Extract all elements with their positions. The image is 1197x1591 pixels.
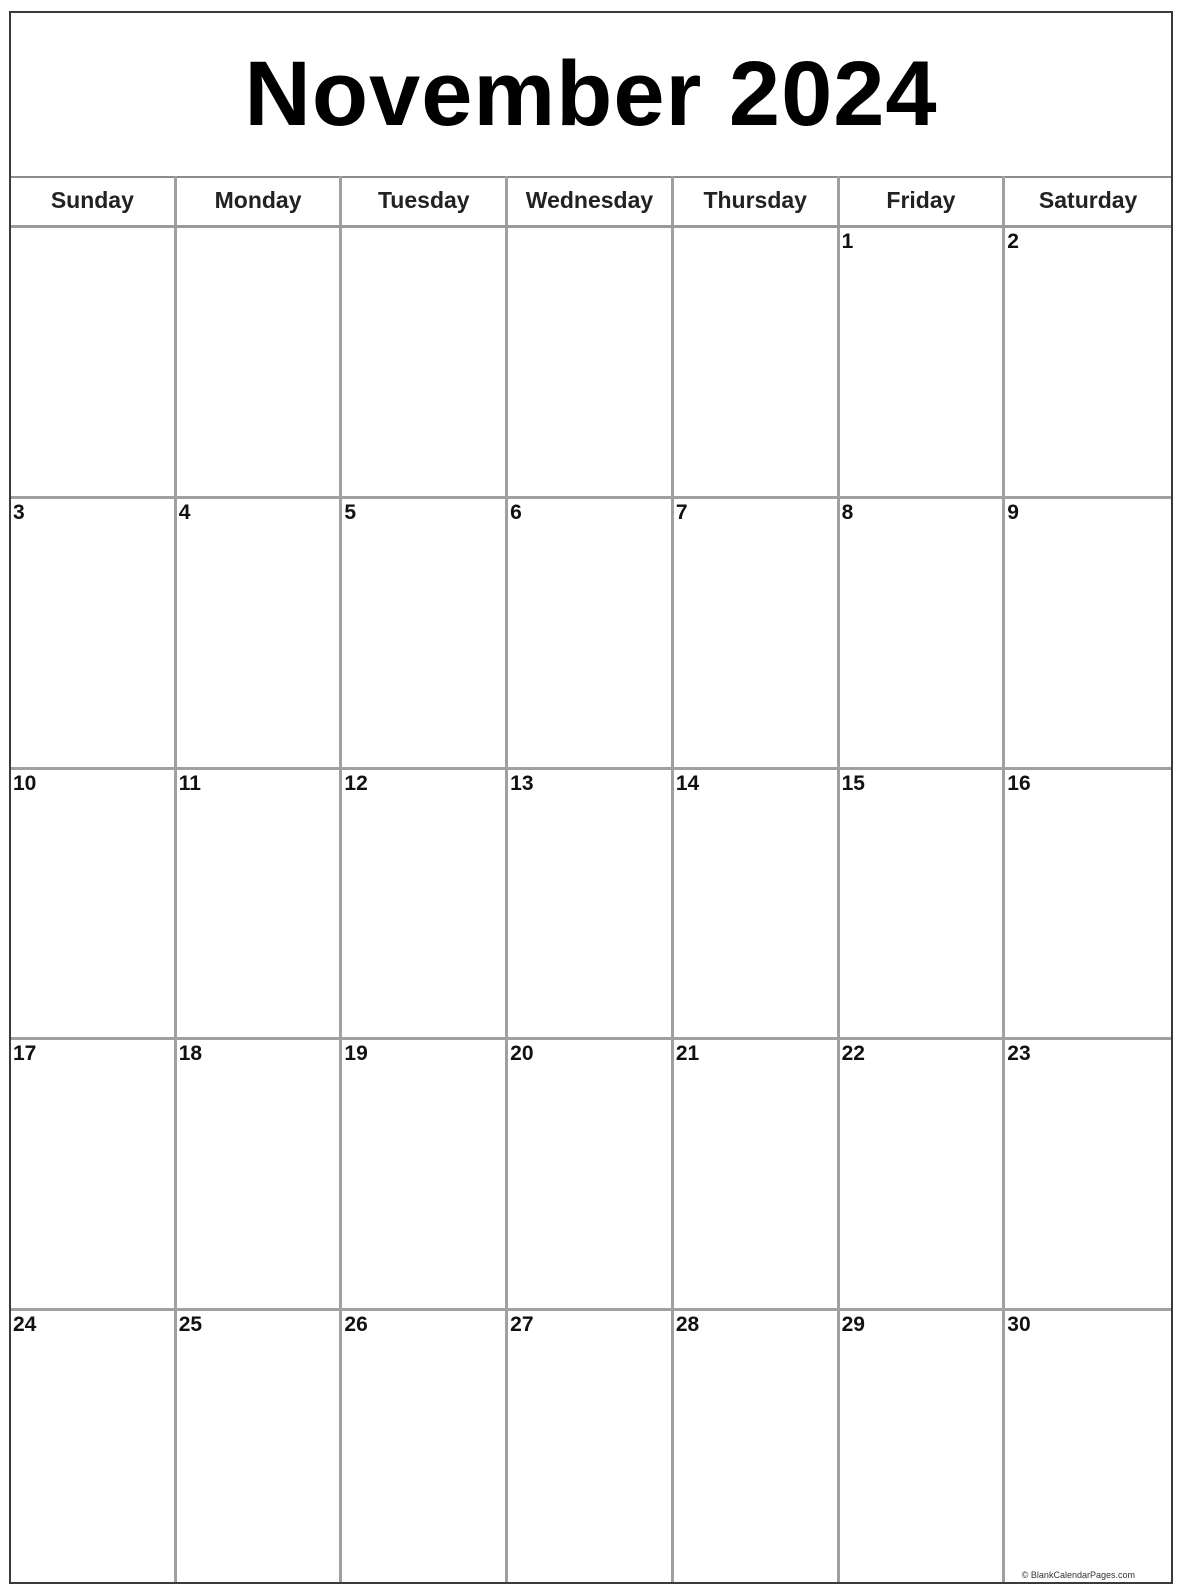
day-number: 29 <box>841 1313 865 1337</box>
day-number: 24 <box>13 1313 37 1337</box>
day-cell <box>177 228 343 499</box>
day-cell <box>177 1311 343 1582</box>
day-number: 30 <box>1007 1313 1031 1337</box>
day-number: 18 <box>178 1042 203 1066</box>
day-number: 22 <box>841 1042 865 1066</box>
day-number: 2 <box>1007 230 1019 253</box>
day-number: 25 <box>178 1313 203 1337</box>
day-number: 4 <box>178 500 191 524</box>
day-cell <box>11 1311 177 1582</box>
day-number: 28 <box>675 1313 700 1337</box>
day-number: 12 <box>344 771 368 795</box>
day-number: 13 <box>510 771 534 795</box>
credit-text: © BlankCalendarPages.com <box>1021 1570 1135 1580</box>
calendar-frame <box>9 11 1173 1584</box>
day-cell <box>11 770 177 1041</box>
weekday-wednesday: Wednesday <box>508 176 674 225</box>
weekday-monday: Monday <box>177 176 343 225</box>
day-cell <box>508 1040 674 1311</box>
day-cell <box>177 770 343 1041</box>
day-cell <box>840 1040 1006 1311</box>
day-cell <box>674 1040 840 1311</box>
day-cell <box>1005 228 1171 499</box>
day-number: 5 <box>344 500 357 524</box>
day-number: 19 <box>344 1042 368 1066</box>
day-cell <box>11 1040 177 1311</box>
day-cell <box>1005 499 1171 770</box>
day-number: 3 <box>13 500 25 524</box>
day-cell <box>674 770 840 1041</box>
day-cell <box>11 228 177 499</box>
day-number: 9 <box>1007 500 1019 524</box>
day-number: 21 <box>675 1042 700 1066</box>
day-number: 10 <box>13 771 37 795</box>
day-number: 17 <box>13 1042 37 1066</box>
day-number: 14 <box>675 771 700 795</box>
weekday-sunday: Sunday <box>11 176 177 225</box>
day-cell <box>840 499 1006 770</box>
day-number: 6 <box>510 500 522 524</box>
day-cell <box>840 1311 1006 1582</box>
weekday-header-row <box>11 176 1171 228</box>
day-number: 15 <box>841 771 865 795</box>
calendar-grid <box>11 228 1171 1582</box>
day-cell <box>508 770 674 1041</box>
day-cell <box>1005 1040 1171 1311</box>
weekday-tuesday: Tuesday <box>342 176 508 225</box>
day-cell <box>674 228 840 499</box>
day-cell <box>342 1311 508 1582</box>
day-cell <box>674 499 840 770</box>
calendar-title: November 2024 <box>11 13 1171 178</box>
weekday-saturday: Saturday <box>1038 187 1138 213</box>
day-number: 1 <box>841 230 854 253</box>
day-cell <box>342 1040 508 1311</box>
day-cell <box>840 228 1006 499</box>
day-number: 11 <box>178 771 201 795</box>
day-cell <box>177 1040 343 1311</box>
day-cell <box>1005 770 1171 1041</box>
weekday-thursday: Thursday <box>674 176 840 225</box>
day-cell <box>11 499 177 770</box>
day-number: 7 <box>675 500 688 524</box>
day-cell <box>508 499 674 770</box>
day-number: 26 <box>344 1313 368 1337</box>
day-cell <box>342 770 508 1041</box>
day-cell <box>508 1311 674 1582</box>
day-number: 27 <box>510 1313 534 1337</box>
weekday-friday: Friday <box>840 176 1006 225</box>
day-cell <box>1005 1311 1171 1582</box>
day-cell <box>674 1311 840 1582</box>
day-cell <box>508 228 674 499</box>
day-number: 16 <box>1007 771 1031 795</box>
day-cell <box>342 499 508 770</box>
day-cell <box>177 499 343 770</box>
day-cell <box>342 228 508 499</box>
day-number: 20 <box>510 1042 534 1066</box>
day-cell <box>840 770 1006 1041</box>
day-number: 8 <box>841 500 854 524</box>
day-number: 23 <box>1007 1042 1031 1066</box>
